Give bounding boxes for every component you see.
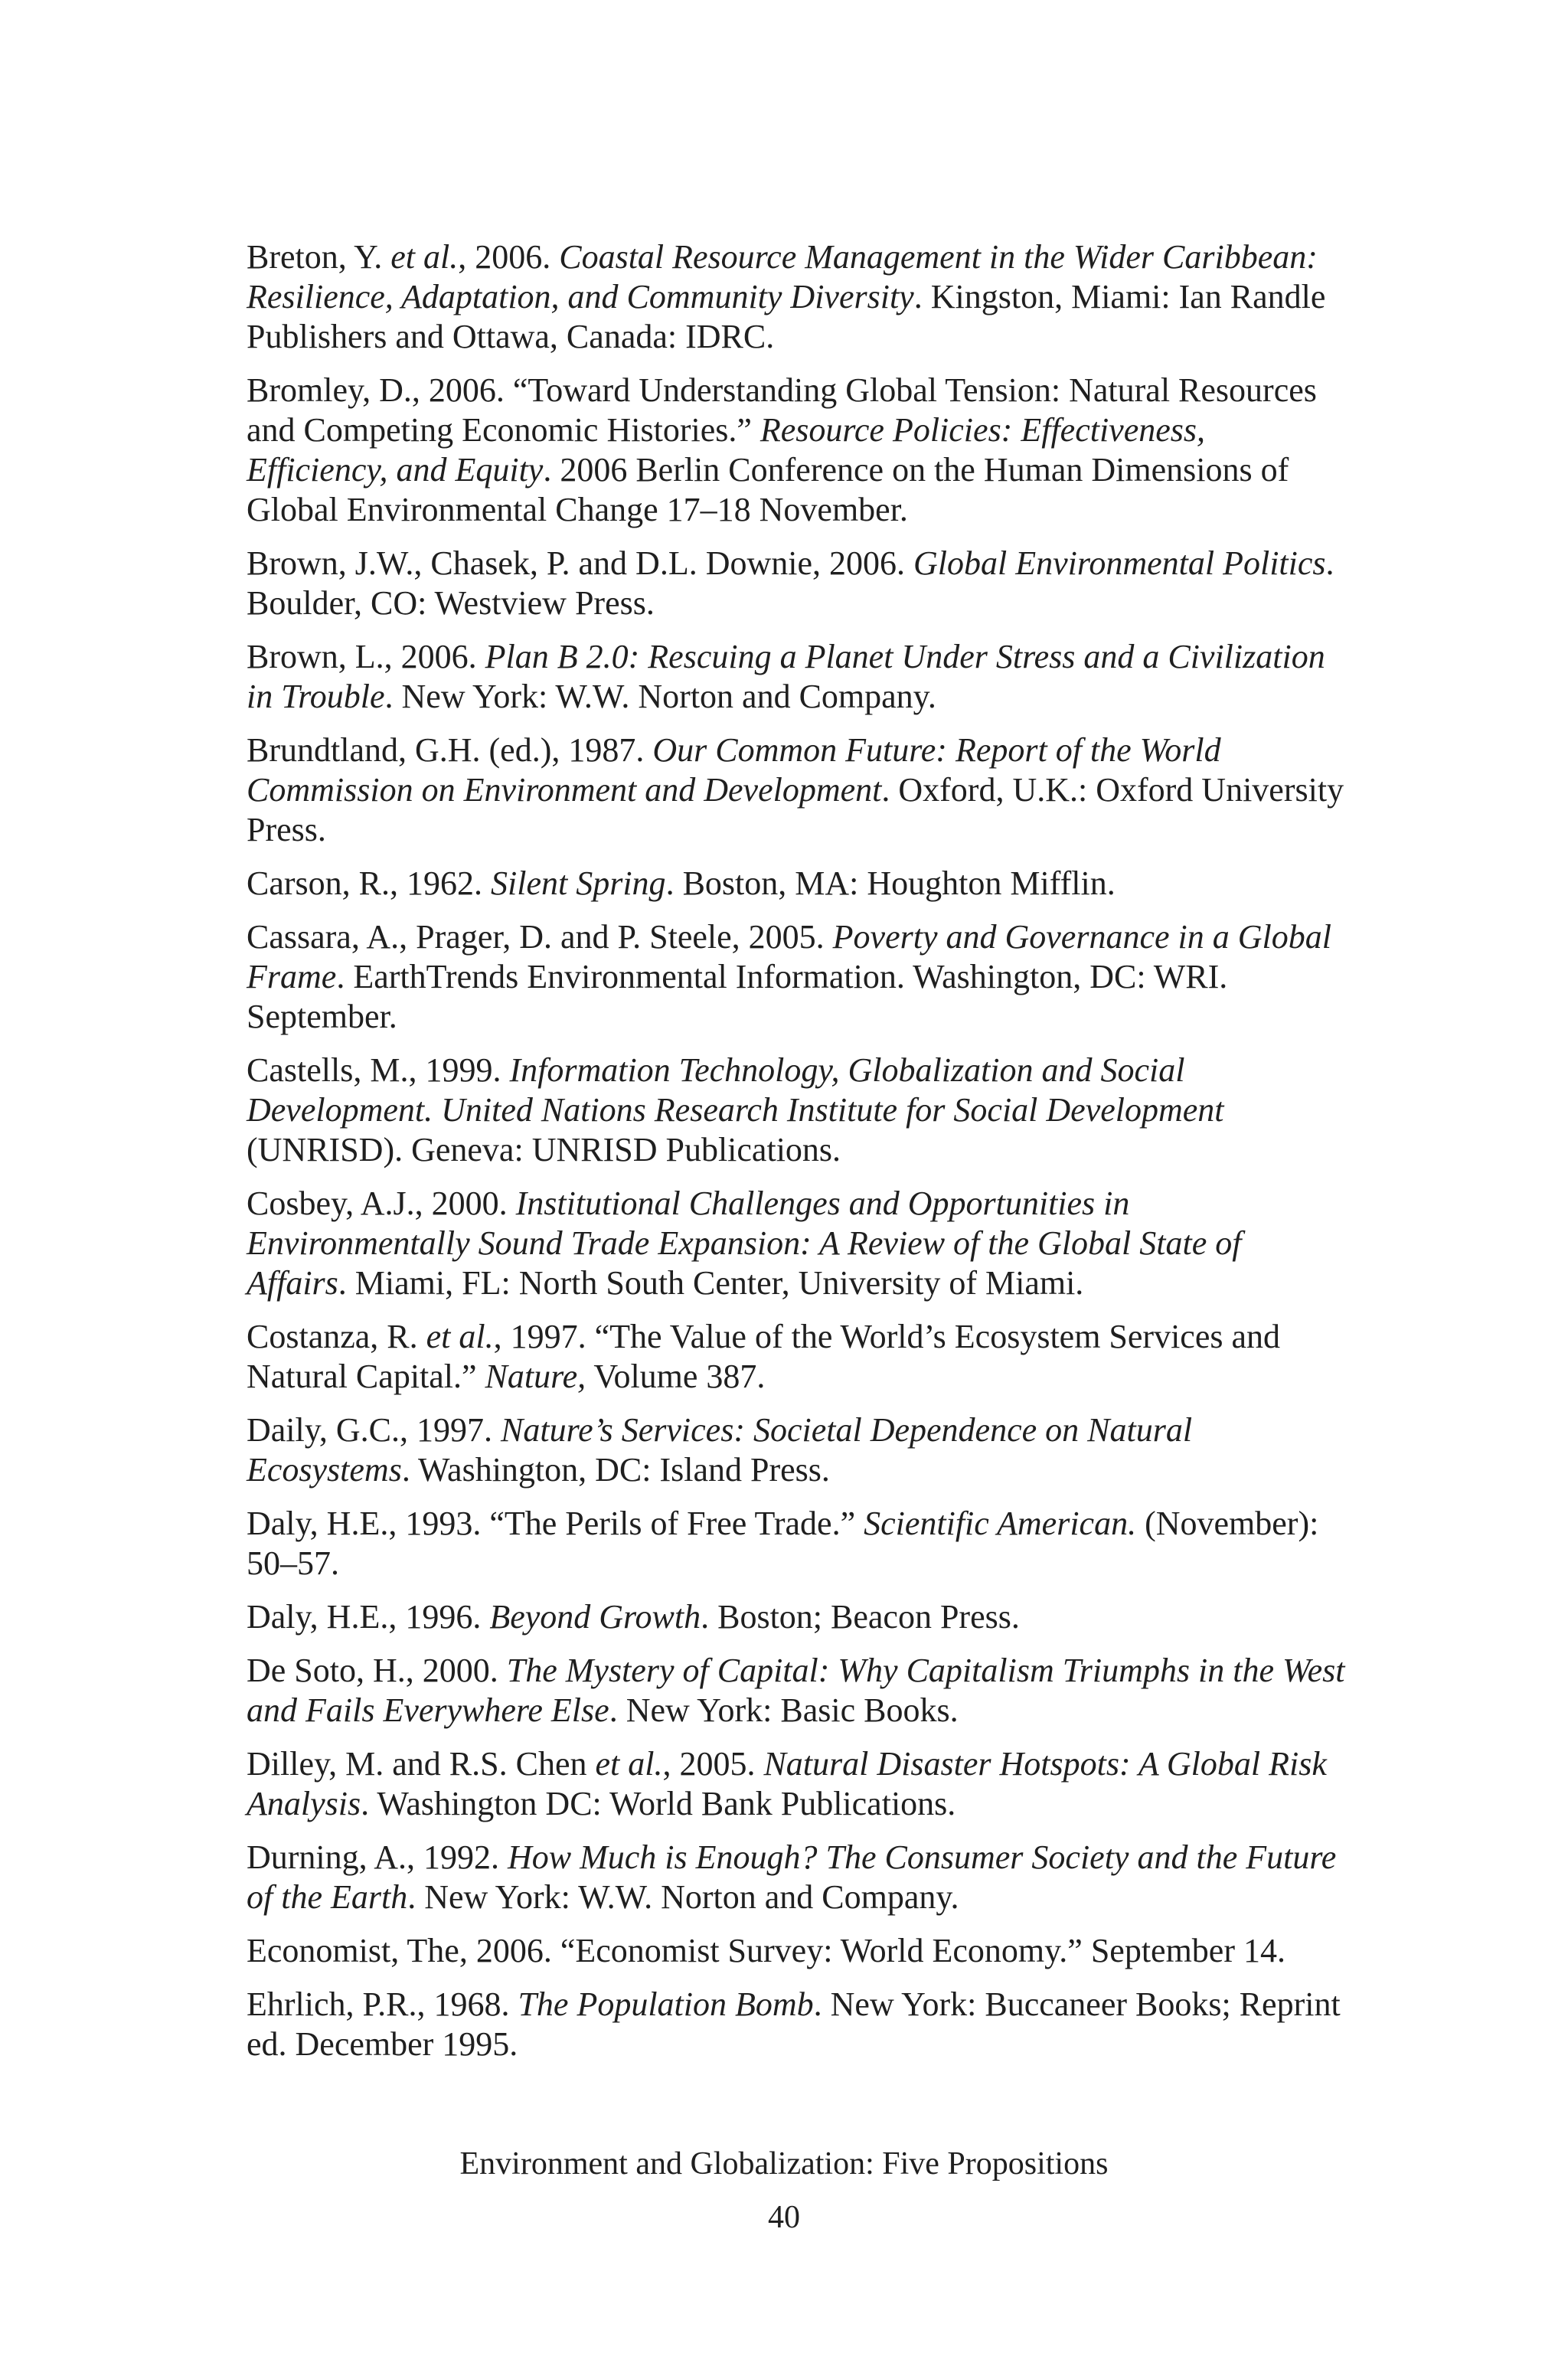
reference-text: Dilley, M. and R.S. Chen bbox=[247, 1745, 596, 1783]
reference-italic-text: The Mystery of Capital: Why Capitalism Triumphs in the West and Fails Everywhere Else bbox=[247, 1652, 1345, 1729]
reference-entry bbox=[247, 1931, 1349, 1971]
reference-italic-text: Beyond Growth bbox=[489, 1598, 701, 1636]
reference-text: (November): 50–57. bbox=[247, 1505, 1319, 1582]
reference-text: Breton, Y. bbox=[247, 238, 391, 276]
reference-entry bbox=[247, 1184, 1349, 1303]
reference-italic-text: Institutional Challenges and Opportunities in Environmentally Sound Trade Expansion: A Review of the Global State of Affairs bbox=[247, 1185, 1242, 1302]
reference-entry bbox=[247, 1317, 1349, 1397]
reference-entry bbox=[247, 544, 1349, 623]
reference-text: Castells, M., 1999. bbox=[247, 1051, 510, 1089]
reference-entry bbox=[247, 1838, 1349, 1917]
reference-italic-text: Nature’s Services: Societal Dependence on Natural Ecosystems bbox=[247, 1411, 1193, 1489]
reference-text: Ehrlich, P.R., 1968. bbox=[247, 1985, 518, 2023]
reference-text: Carson, R., 1962. bbox=[247, 864, 491, 902]
reference-text: Daily, G.C., 1997. bbox=[247, 1411, 501, 1449]
reference-text: . Oxford, U.K.: Oxford University Press. bbox=[247, 771, 1344, 848]
reference-italic-text: Global Environmental Politics bbox=[913, 544, 1326, 582]
reference-text: . EarthTrends Environmental Information. Washington, DC: WRI. September. bbox=[247, 958, 1228, 1035]
reference-text: . 2006 Berlin Conference on the Human Dimensions of Global Environmental Change 17–18 November. bbox=[247, 451, 1289, 528]
reference-text: , 1997. “The Value of the World’s Ecosystem Services and Natural Capital.” bbox=[247, 1318, 1281, 1395]
reference-text: Daly, H.E., 1993. “The Perils of Free Trade.” bbox=[247, 1505, 864, 1542]
reference-entry bbox=[247, 1985, 1349, 2064]
reference-text: Volume 387. bbox=[586, 1358, 766, 1395]
reference-text: Bromley, D., 2006. “Toward Understanding Global Tension: Natural Resources and Competing Economic Histories.” bbox=[247, 371, 1317, 449]
reference-text: Brown, J.W., Chasek, P. and D.L. Downie, 2006. bbox=[247, 544, 913, 582]
reference-entry bbox=[247, 637, 1349, 717]
reference-entry bbox=[247, 1651, 1349, 1730]
running-footer-title: Environment and Globalization: Five Propositions bbox=[459, 2146, 1109, 2181]
reference-italic-text: et al. bbox=[390, 238, 459, 276]
page-number: 40 bbox=[768, 2200, 800, 2235]
reference-entry bbox=[247, 371, 1349, 530]
reference-text: Cosbey, A.J., 2000. bbox=[247, 1185, 516, 1222]
reference-entry bbox=[247, 730, 1349, 850]
reference-text: . New York: W.W. Norton and Company. bbox=[407, 1878, 959, 1916]
reference-entry bbox=[247, 1597, 1349, 1637]
reference-text: Cassara, A., Prager, D. and P. Steele, 2005. bbox=[247, 918, 833, 956]
reference-text: (UNRISD). Geneva: UNRISD Publications. bbox=[247, 1131, 841, 1168]
reference-entry bbox=[247, 1504, 1349, 1583]
reference-text: Brundtland, G.H. (ed.), 1987. bbox=[247, 731, 653, 769]
reference-text: . Boulder, CO: Westview Press. bbox=[247, 544, 1334, 622]
reference-italic-text: How Much is Enough? The Consumer Society and the Future of the Earth bbox=[247, 1838, 1337, 1916]
reference-entry bbox=[247, 1744, 1349, 1824]
reference-italic-text: Plan B 2.0: Rescuing a Planet Under Stress and a Civilization in Trouble bbox=[247, 638, 1325, 715]
reference-list bbox=[247, 237, 1349, 2078]
reference-entry bbox=[247, 1410, 1349, 1490]
reference-italic-text: et al. bbox=[426, 1318, 494, 1355]
reference-text: De Soto, H., 2000. bbox=[247, 1652, 507, 1689]
reference-entry bbox=[247, 1051, 1349, 1170]
reference-text: , 2006. bbox=[458, 238, 560, 276]
reference-text: Economist, The, 2006. “Economist Survey: World Economy.” September 14. bbox=[247, 1932, 1285, 1969]
reference-italic-text: Resource Policies: Effectiveness, Efficiency, and Equity bbox=[247, 411, 1206, 489]
reference-text: , 2005. bbox=[662, 1745, 764, 1783]
reference-text: . New York: Buccaneer Books; Reprint ed. December 1995. bbox=[247, 1985, 1341, 2063]
reference-italic-text: Coastal Resource Management in the Wider Caribbean: Resilience, Adaptation, and Community Diversity bbox=[247, 238, 1318, 315]
reference-italic-text: Nature, bbox=[485, 1358, 586, 1395]
reference-italic-text: The Population Bomb bbox=[518, 1985, 814, 2023]
reference-text: . Miami, FL: North South Center, University of Miami. bbox=[338, 1264, 1084, 1302]
reference-entry bbox=[247, 864, 1349, 904]
reference-text: Daly, H.E., 1996. bbox=[247, 1598, 490, 1636]
reference-text: . Washington, DC: Island Press. bbox=[401, 1451, 830, 1489]
reference-entry bbox=[247, 237, 1349, 357]
reference-italic-text: Silent Spring bbox=[491, 864, 666, 902]
reference-text: Brown, L., 2006. bbox=[247, 638, 485, 675]
reference-text: . Kingston, Miami: Ian Randle Publishers and Ottawa, Canada: IDRC. bbox=[247, 278, 1326, 355]
reference-italic-text: Information Technology, Globalization and Social Development. United Nations Research Institute for Social Development bbox=[247, 1051, 1224, 1129]
reference-text: Costanza, R. bbox=[247, 1318, 426, 1355]
reference-italic-text: Natural Disaster Hotspots: A Global Risk Analysis bbox=[247, 1745, 1327, 1822]
reference-text: . New York: W.W. Norton and Company. bbox=[384, 678, 936, 715]
reference-italic-text: Poverty and Governance in a Global Frame bbox=[247, 918, 1331, 995]
reference-italic-text: et al. bbox=[595, 1745, 663, 1783]
reference-text: Durning, A., 1992. bbox=[247, 1838, 508, 1876]
reference-italic-text: Our Common Future: Report of the World Commission on Environment and Development bbox=[247, 731, 1221, 809]
reference-text: . Washington DC: World Bank Publications. bbox=[361, 1785, 956, 1822]
reference-entry bbox=[247, 917, 1349, 1037]
reference-text: . Boston; Beacon Press. bbox=[701, 1598, 1020, 1636]
reference-text: . Boston, MA: Houghton Mifflin. bbox=[665, 864, 1116, 902]
reference-italic-text: Scientific American. bbox=[864, 1505, 1137, 1542]
reference-text: . New York: Basic Books. bbox=[609, 1691, 959, 1729]
